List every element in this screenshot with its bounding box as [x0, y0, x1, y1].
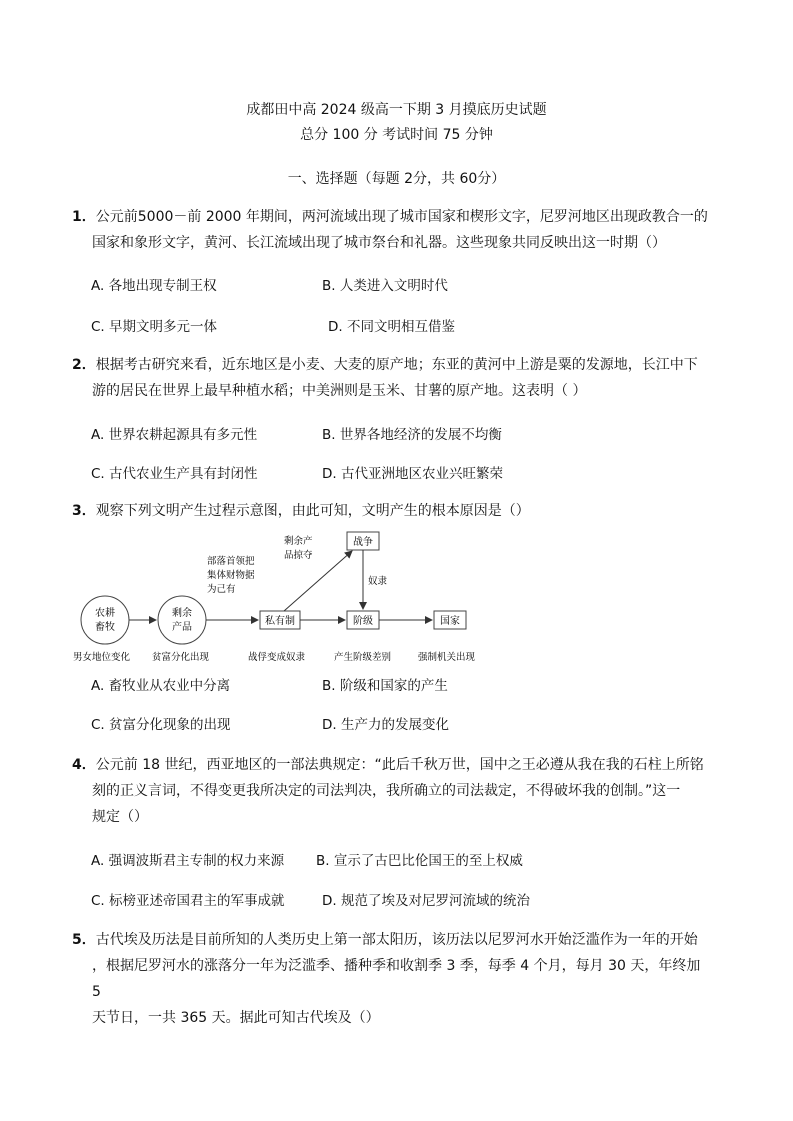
option-a[interactable]: A. 世界农耕起源具有多元性: [91, 427, 258, 443]
node-surplus: [158, 596, 206, 644]
question-number: 2．: [72, 357, 96, 373]
option-b[interactable]: B. 人类进入文明时代: [322, 278, 448, 294]
exam-info: 总分 100 分 考试时间 75 分钟: [300, 127, 493, 143]
question-number: 3．: [72, 503, 96, 519]
option-a[interactable]: A. 各地出现专制王权: [91, 278, 217, 294]
option-c[interactable]: C. 标榜亚述帝国君主的军事成就: [91, 893, 285, 909]
exam-title: 成都田中高 2024 级高一下期 3 月摸底历史试题: [246, 102, 547, 118]
caption: 男女地位变化: [73, 652, 131, 663]
option-c[interactable]: C. 贫富分化现象的出现: [91, 717, 231, 733]
option-b[interactable]: B. 阶级和国家的产生: [322, 678, 448, 694]
question-text-line: ，根据尼罗河水的涨落分一年为泛滥季、播种季和收割季 3 季，每季 4 个月，每月 30 天，年终加 5: [92, 958, 701, 1000]
node-farming-label: 畜牧: [95, 622, 115, 633]
question-5: [72, 927, 712, 1031]
option-c[interactable]: C. 早期文明多元一体: [91, 319, 218, 335]
edge-label: 部落首领把: [207, 556, 255, 567]
question-text-line: 天节日，一共 365 天。据此可知古代埃及（）: [92, 1010, 380, 1026]
option-a[interactable]: A. 畜牧业从农业中分离: [91, 678, 231, 694]
edge-label: 剩余产: [284, 536, 313, 547]
option-b[interactable]: B. 宣示了古巴比伦国王的至上权威: [316, 853, 523, 869]
node-state-label: 国家: [440, 616, 460, 627]
question-text-line: 刻的正义言词，不得变更我所决定的司法判决，我所确立的司法裁定，不得破坏我的创制。”这一: [92, 783, 681, 799]
question-number: 1．: [72, 209, 96, 225]
option-d[interactable]: D. 生产力的发展变化: [322, 717, 449, 733]
edge-label: 为己有: [207, 584, 236, 595]
caption: 强制机关出现: [418, 652, 476, 663]
edge-label: 品掠夺: [284, 550, 313, 561]
option-c[interactable]: C. 古代农业生产具有封闭性: [91, 466, 258, 482]
question-2: [72, 352, 712, 404]
node-farming: [81, 596, 129, 644]
option-a[interactable]: A. 强调波斯君主专制的权力来源: [91, 853, 285, 869]
edge-label: 集体财物据: [207, 570, 255, 581]
node-private-label: 私有制: [265, 616, 295, 627]
question-number: 5．: [72, 932, 96, 948]
node-surplus-label: 产品: [172, 622, 192, 633]
edge-label: 奴隶: [368, 576, 388, 587]
caption: 产生阶级差别: [334, 652, 392, 663]
node-surplus-label: 剩余: [172, 608, 192, 619]
node-farming-label: 农耕: [95, 608, 115, 619]
question-3: [72, 498, 712, 524]
caption: 战俘变成奴隶: [248, 652, 306, 663]
question-text-line: 游的居民在世界上最早种植水稻；中美洲则是玉米、甘薯的原产地。这表明（ ）: [92, 383, 587, 399]
option-d[interactable]: D. 古代亚洲地区农业兴旺繁荣: [322, 466, 503, 482]
question-text-line: 公元前5000－前 2000 年期间，两河流域出现了城市国家和楔形文字，尼罗河地区出现政教合一的: [95, 209, 708, 225]
question-1: [72, 204, 712, 256]
section-heading: 一、选择题（每题 2分，共 60分）: [287, 171, 506, 187]
question-text-line: 观察下列文明产生过程示意图，由此可知，文明产生的根本原因是（）: [95, 503, 530, 519]
question-4: [72, 752, 712, 830]
node-war-label: 战争: [353, 537, 373, 548]
option-d[interactable]: D. 规范了埃及对尼罗河流域的统治: [322, 893, 530, 909]
question-text-line: 公元前 18 世纪，西亚地区的一部法典规定：“此后千秋万世，国中之王必遵从我在我的石柱上所铭: [95, 757, 704, 773]
civilization-process-diagram: [72, 528, 492, 668]
option-d[interactable]: D. 不同文明相互借鉴: [328, 319, 455, 335]
question-text-line: 国家和象形文字，黄河、长江流域出现了城市祭台和礼器。这些现象共同反映出这一时期（）: [92, 235, 666, 251]
question-number: 4．: [72, 757, 96, 773]
option-b[interactable]: B. 世界各地经济的发展不均衡: [322, 427, 502, 443]
question-text-line: 古代埃及历法是目前所知的人类历史上第一部太阳历，该历法以尼罗河水开始泛滥作为一年的开始: [95, 932, 698, 948]
node-class-label: 阶级: [353, 616, 373, 627]
caption: 贫富分化出现: [152, 652, 210, 663]
question-text-line: 规定（）: [92, 809, 148, 825]
question-text-line: 根据考古研究来看，近东地区是小麦、大麦的原产地；东亚的黄河中上游是粟的发源地，长江中下: [95, 357, 698, 373]
